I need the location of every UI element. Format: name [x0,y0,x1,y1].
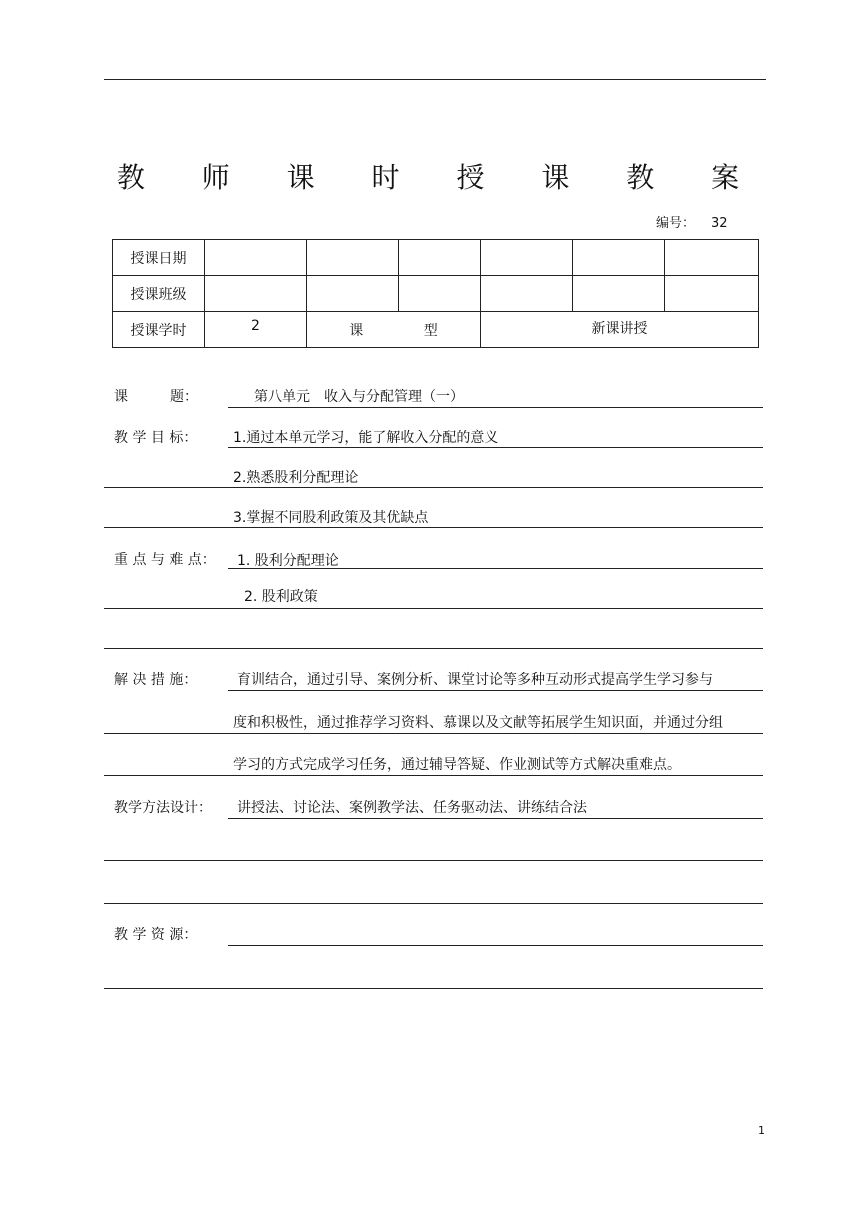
type-label: 课 型 [307,312,481,348]
resources-label: 教 学 资 源： [114,927,198,943]
methods-value[interactable]: 讲授法、讨论法、案例教学法、任务驱动法、讲练结合法 [237,800,587,816]
objective-line-2 [104,487,763,488]
methods-line-3 [104,903,763,904]
document-number [656,212,728,231]
topic-label: 课 题： [114,389,198,405]
objective-line-1 [228,447,763,448]
class-cell-2[interactable] [307,276,399,312]
hours-value[interactable]: 2 [205,312,307,348]
class-label: 授课班级 [113,276,205,312]
measure-line-1 [228,690,763,691]
date-cell-1[interactable] [205,240,307,276]
keypoint-line-2 [104,608,763,609]
resources-line-1[interactable] [228,945,763,946]
measure-line-text-3[interactable]: 学习的方式完成学习任务，通过辅导答疑、作业测试等方式解决重难点。 [233,757,681,773]
date-cell-2[interactable] [307,240,399,276]
measure-line-text-1[interactable]: 育训结合，通过引导、案例分析、课堂讨论等多种互动形式提高学生学习参与 [237,672,713,688]
measure-line-2 [104,733,763,734]
keypoint-line-1 [228,568,763,569]
objective-item-1[interactable]: 1.通过本单元学习，能了解收入分配的意义 [233,430,499,446]
hours-label: 授课学时 [113,312,205,348]
measures-label: 解 决 措 施： [114,672,198,688]
methods-label: 教学方法设计： [114,800,212,816]
info-table [112,239,759,348]
number-value: 32 [711,216,728,231]
topic-underline [228,407,763,408]
date-label: 授课日期 [113,240,205,276]
topic-value[interactable]: 第八单元 收入与分配管理（一） [254,389,464,405]
resources-line-2 [104,988,763,989]
class-cell-1[interactable] [205,276,307,312]
class-cell-3[interactable] [399,276,481,312]
keypoint-item-2[interactable]: 2. 股利政策 [244,589,318,605]
class-cell-4[interactable] [481,276,573,312]
document-title: 教 师 课 时 授 课 教 案 [116,161,764,194]
date-cell-6[interactable] [665,240,759,276]
measure-line-text-2[interactable]: 度和积极性，通过推荐学习资料、慕课以及文献等拓展学生知识面，并通过分组 [233,715,723,731]
methods-line-2 [104,860,763,861]
objective-item-3[interactable]: 3.掌握不同股利政策及其优缺点 [233,510,429,526]
table-row-hours [113,312,759,348]
type-value[interactable]: 新课讲授 [481,312,759,348]
methods-line-1 [228,818,763,819]
objective-item-2[interactable]: 2.熟悉股利分配理论 [233,470,359,486]
class-cell-5[interactable] [573,276,665,312]
date-cell-3[interactable] [399,240,481,276]
objective-line-3 [104,527,763,528]
class-cell-6[interactable] [665,276,759,312]
keypoints-label: 重 点 与 难 点： [114,552,216,568]
date-cell-5[interactable] [573,240,665,276]
keypoint-line-3 [104,648,763,649]
table-row-class [113,276,759,312]
header-rule [104,79,766,80]
objectives-label: 教 学 目 标： [114,430,198,446]
date-cell-4[interactable] [481,240,573,276]
table-row-date [113,240,759,276]
page-number: 1 [758,1124,765,1137]
measure-line-3 [104,775,763,776]
number-label: 编号： [656,216,696,231]
keypoint-item-1[interactable]: 1. 股利分配理论 [237,553,339,569]
